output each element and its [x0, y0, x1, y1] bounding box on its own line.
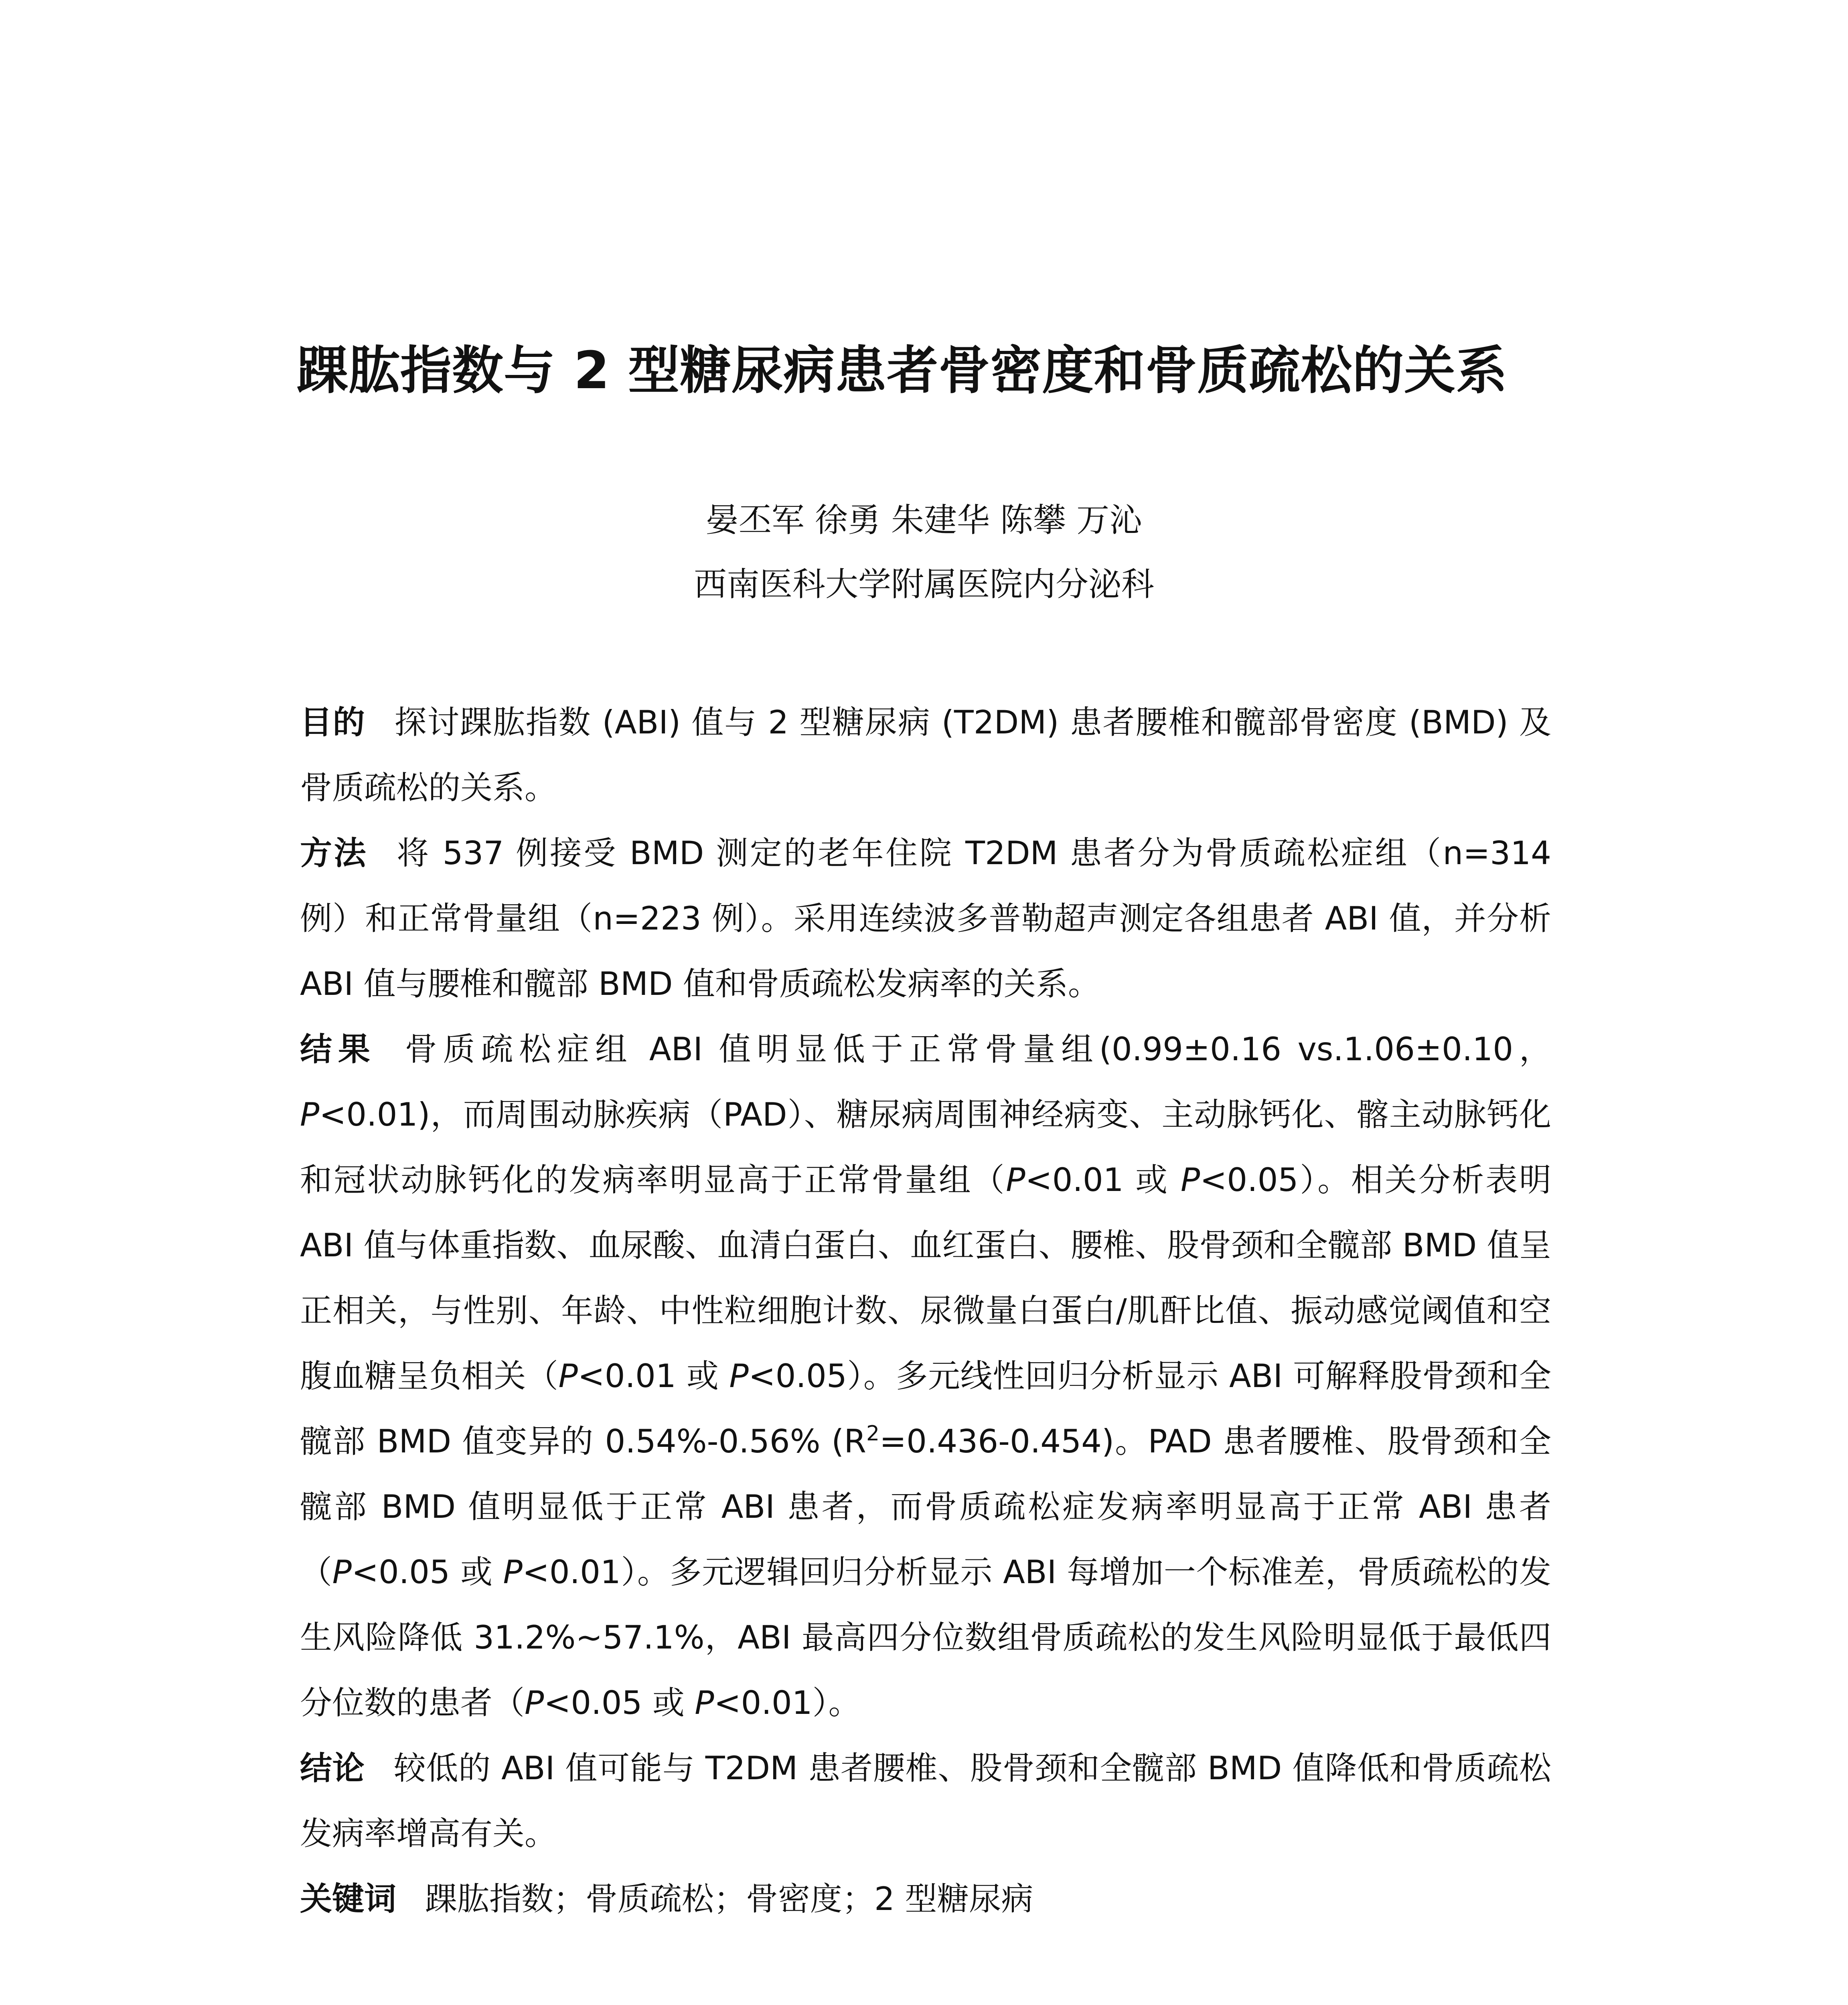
- author-list: 晏丕军 徐勇 朱建华 陈攀 万沁: [705, 501, 1143, 539]
- results-text-4: <0.05）。相关分析表明 ABI 值与体重指数、血尿酸、血清白蛋白、血红蛋白、腰椎、股骨颈和全髋部 BMD 值呈正相关，与性别、年龄、中性粒细胞计数、尿微量白蛋白/肌酐比值、振动感觉阈值和空腹血糖呈负相关（: [300, 1161, 1552, 1395]
- conclusion-text: 较低的 ABI 值可能与 T2DM 患者腰椎、股骨颈和全髋部 BMD 值降低和骨质疏松发病率增高有关。: [300, 1750, 1552, 1852]
- p-value-symbol: P: [558, 1357, 578, 1395]
- r-squared-symbol: R: [844, 1423, 866, 1460]
- objective-text: 探讨踝肱指数 (ABI) 值与 2 型糖尿病 (T2DM) 患者腰椎和髋部骨密度 (BMD) 及骨质疏松的关系。: [300, 704, 1552, 806]
- results-text-5: <0.01 或: [578, 1357, 729, 1395]
- results-text-11: <0.01）。: [714, 1684, 861, 1721]
- abstract-conclusion: [300, 1736, 1551, 1866]
- p-value-symbol: P: [695, 1684, 714, 1721]
- abstract-objective: [300, 690, 1551, 820]
- results-text-9: <0.01）。多元逻辑回归分析显示 ABI 每增加一个标准差，骨质疏松的发生风险降低 31.2%~57.1%，ABI 最高四分位数组骨质疏松的发生风险明显低于最低四分位数的患者（: [300, 1553, 1552, 1721]
- results-text-10: <0.05 或: [544, 1684, 695, 1721]
- abstract-methods: [300, 820, 1551, 1017]
- p-value-symbol: P: [729, 1357, 749, 1395]
- p-value-symbol: P: [332, 1553, 352, 1591]
- objective-label: 目的: [300, 704, 366, 741]
- r-squared-superscript: 2: [866, 1422, 880, 1446]
- affiliation: 西南医科大学附属医院内分泌科: [693, 565, 1154, 604]
- results-text-2: <0.01)，而周围动脉疾病（PAD）、糖尿病周围神经病变、主动脉钙化、髂主动脉钙化和冠状动脉钙化的发病率明显高于正常骨量组（: [300, 1096, 1551, 1199]
- p-value-symbol: P: [525, 1684, 544, 1721]
- p-value-symbol: P: [1006, 1161, 1025, 1199]
- results-text-7: =0.436-0.454)。PAD 患者腰椎、股骨颈和全髋部 BMD 值明显低于正常 ABI 患者，而骨质疏松症发病率明显高于正常 ABI 患者（: [300, 1423, 1551, 1591]
- results-label: 结果: [300, 1031, 376, 1068]
- methods-label: 方法: [300, 834, 368, 872]
- abstract-keywords: [300, 1866, 1551, 1932]
- paper-title: 踝肱指数与 2 型糖尿病患者骨密度和骨质疏松的关系: [297, 341, 1508, 401]
- results-text-8: <0.05 或: [351, 1553, 503, 1591]
- p-value-symbol: P: [503, 1553, 523, 1591]
- results-text-1: 骨质疏松症组 ABI 值明显低于正常骨量组(0.99±0.16 vs.1.06±0.10，: [405, 1031, 1552, 1068]
- keywords-text: 踝肱指数；骨质疏松；骨密度；2 型糖尿病: [425, 1880, 1033, 1918]
- p-value-symbol: P: [1181, 1161, 1200, 1199]
- abstract: [300, 690, 1551, 1932]
- conclusion-label: 结论: [300, 1750, 365, 1787]
- keywords-label: 关键词: [300, 1880, 396, 1918]
- abstract-results: [300, 1017, 1551, 1736]
- p-value-symbol: P: [300, 1096, 320, 1133]
- results-text-3: <0.01 或: [1025, 1161, 1181, 1199]
- methods-text: 将 537 例接受 BMD 测定的老年住院 T2DM 患者分为骨质疏松症组（n=314 例）和正常骨量组（n=223 例）。采用连续波多普勒超声测定各组患者 ABI 值，并分析 ABI 值与腰椎和髋部 BMD 值和骨质疏松发病率的关系。: [300, 834, 1551, 1003]
- results-text-6: <0.05）。多元线性回归分析显示 ABI 可解释股骨颈和全髋部 BMD 值变异的 0.54%-0.56% (: [300, 1357, 1552, 1460]
